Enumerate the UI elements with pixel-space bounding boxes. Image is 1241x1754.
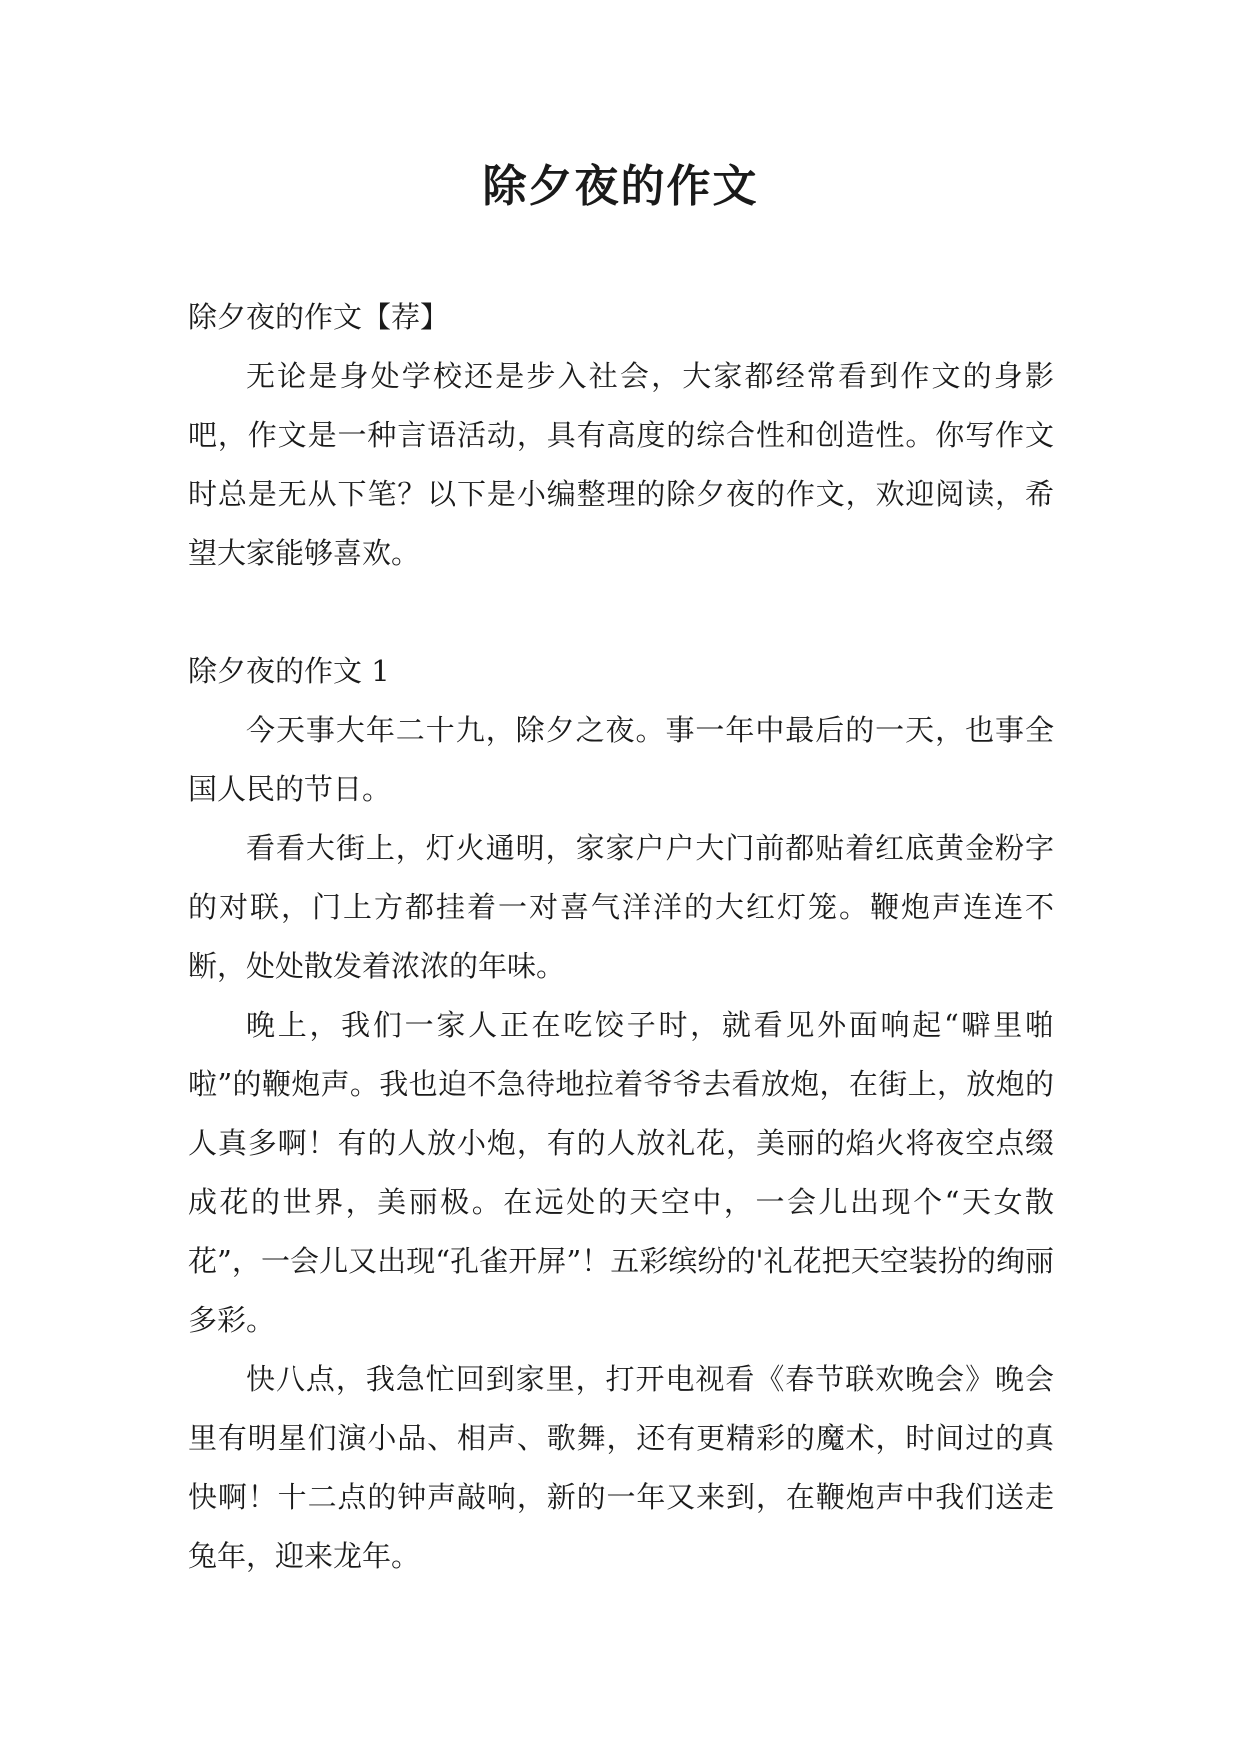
section-1-paragraph-4: 快八点，我急忙回到家里，打开电视看《春节联欢晚会》晚会里有明星们演小品、相声、歌舞，还有更精彩的魔术，时间过的真快啊！十二点的钟声敲响，新的一年又来到，在鞭炮声中我们送走兔年，迎来龙年。 [188, 1362, 1054, 1573]
section-1-paragraph-1: 今天事大年二十九，除夕之夜。事一年中最后的一天，也事全国人民的节日。 [188, 713, 1054, 806]
section-1-paragraph-2: 看看大街上，灯火通明，家家户户大门前都贴着红底黄金粉字的对联，门上方都挂着一对喜气洋洋的大红灯笼。鞭炮声连连不断，处处散发着浓浓的年味。 [188, 831, 1054, 983]
document-body [188, 288, 1054, 1586]
intro-heading: 除夕夜的作文【荐】 [188, 300, 450, 334]
section-1-heading: 除夕夜的作文 1 [188, 654, 390, 688]
intro-paragraph: 无论是身处学校还是步入社会，大家都经常看到作文的身影吧，作文是一种言语活动，具有高度的综合性和创造性。你写作文时总是无从下笔？以下是小编整理的除夕夜的作文，欢迎阅读，希望大家能够喜欢。 [188, 359, 1054, 570]
section-spacer [188, 583, 1054, 642]
section-1-paragraph-3: 晚上，我们一家人正在吃饺子时，就看见外面响起“噼里啪啦”的鞭炮声。我也迫不急待地拉着爷爷去看放炮，在街上，放炮的人真多啊！有的人放小炮，有的人放礼花，美丽的焰火将夜空点缀成花的世界，美丽极。在远处的天空中，一会儿出现个“天女散花”，一会儿又出现“孔雀开屏”！五彩缤纷的'礼花把天空装扮的绚丽多彩。 [188, 1008, 1054, 1337]
document-title: 除夕夜的作文 [482, 161, 759, 212]
